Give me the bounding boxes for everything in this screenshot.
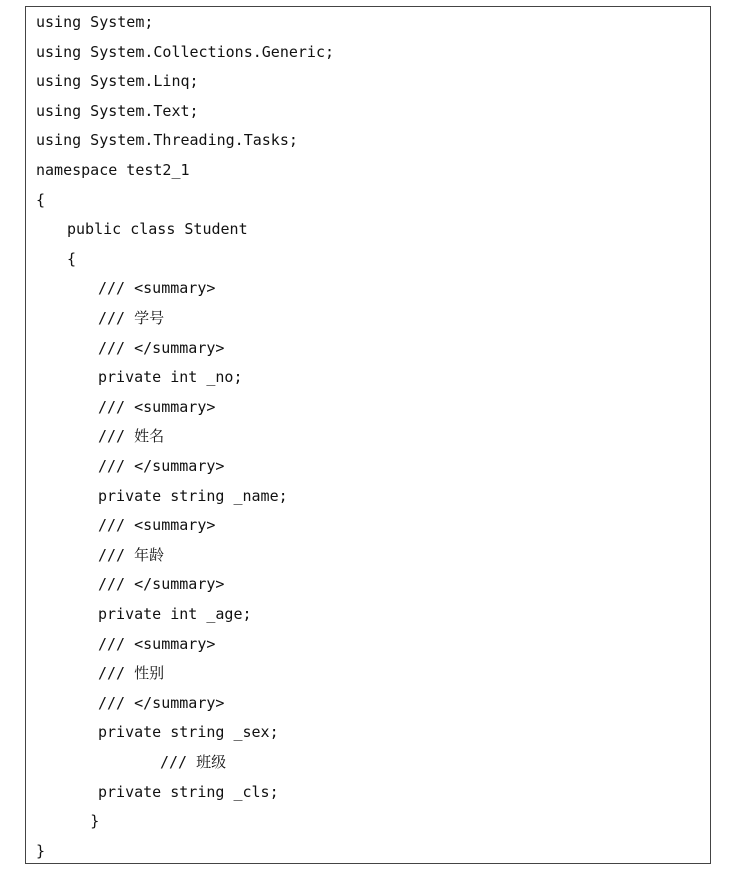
code-line: private int _no; xyxy=(98,368,243,387)
code-line: /// 年龄 xyxy=(98,545,165,564)
code-line: /// <summary> xyxy=(98,634,216,653)
code-line: /// <summary> xyxy=(98,516,216,535)
code-line: } xyxy=(90,812,100,831)
code-line: /// 班级 xyxy=(160,753,227,771)
code-line: using System.Text; xyxy=(36,101,199,120)
code-line: /// </summary> xyxy=(98,693,225,712)
code-line: /// 性别 xyxy=(98,664,165,683)
code-line: private string _sex; xyxy=(98,723,279,742)
code-line: { xyxy=(67,249,77,268)
code-line: /// <summary> xyxy=(98,279,216,298)
code-line: using System.Threading.Tasks; xyxy=(36,131,298,150)
code-line: { xyxy=(36,190,46,209)
code-line: namespace test2_1 xyxy=(36,161,190,179)
code-line: using System.Linq; xyxy=(36,72,199,91)
code-line: private int _age; xyxy=(98,605,252,623)
code-line: public class Student xyxy=(67,220,248,239)
code-listing-box xyxy=(25,6,711,864)
code-line: /// 学号 xyxy=(98,309,165,327)
code-line: /// </summary> xyxy=(98,457,225,475)
code-line: /// <summary> xyxy=(98,397,216,416)
code-line: /// 姓名 xyxy=(98,427,165,446)
code-line: private string _name; xyxy=(98,486,288,505)
code-line: private string _cls; xyxy=(98,782,279,801)
code-line: using System; xyxy=(36,13,154,31)
code-line: /// </summary> xyxy=(98,338,225,357)
code-line: } xyxy=(36,841,46,860)
code-line: /// </summary> xyxy=(98,575,225,594)
code-line: using System.Collections.Generic; xyxy=(36,42,335,61)
